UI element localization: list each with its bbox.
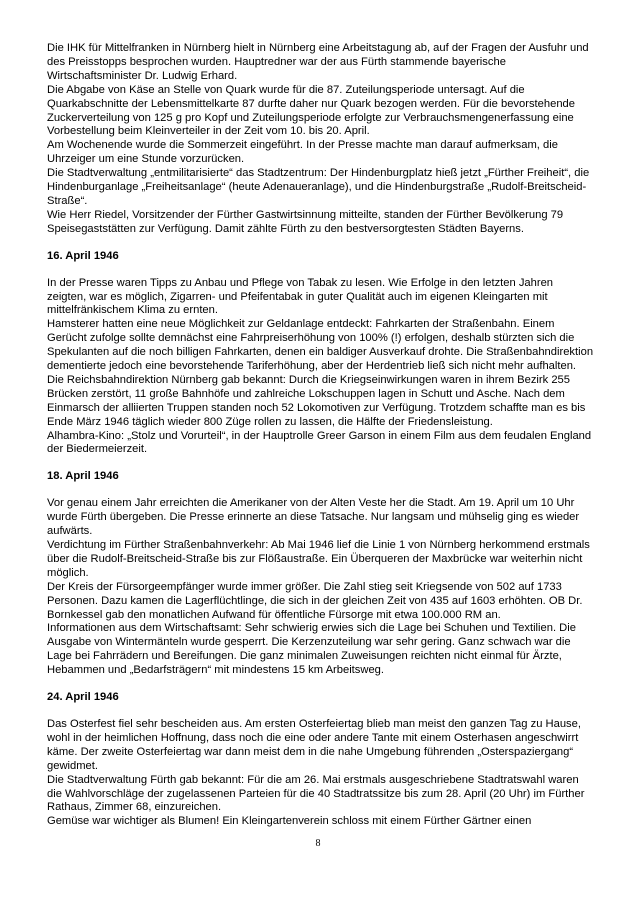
section-paragraph: Informationen aus dem Wirtschaftsamt: Sehr schwierig erwies sich die Lage bei Schuhen und Textilien. Die Ausgabe von Wintermänteln wurde gesperrt. Die Kerzenzuteilung war sehr gering. Ganz schwach war die Lage bei Fahrrädern und Bereifungen. Die ganz minimalen Zuweisungen reichten nicht einmal für Ärzte, Hebammen und „Bedarfsträgern“ mit mindestens 15 km Arbeitsweg.	[47, 622, 576, 677]
intro-paragraph-5: Wie Herr Riedel, Vorsitzender der Fürther Gastwirtsinnung mitteilte, standen der Fürther Bevölkerung 79 Speisegaststätten zur Verfügung. Damit zählte Fürth zu den bestversorgtesten Städten Bayerns.	[47, 208, 564, 235]
intro-paragraph-4: Die Stadtverwaltung „entmilitarisierte“ das Stadtzentrum: Der Hindenburgplatz hieß jetzt „Fürther Freiheit“, die Hindenburganlage „Freiheitsanlage“ (heute Adenaueranlage), und die Hindenburgstraße „Rudolf-Breitscheid-Straße“.	[47, 167, 590, 207]
section-paragraph: Die Stadtverwaltung Fürth gab bekannt: Für die am 26. Mai erstmals ausgeschriebene Stadtratswahl waren die Wahlvorschläge der zugelassenen Parteien für die 40 Stadtratssitze bis zum 28. April (20 Uhr) im Fürther Rathaus, Zimmer 68, einzureichen.	[47, 773, 585, 814]
section-paragraph: Die Reichsbahndirektion Nürnberg gab bekannt: Durch die Kriegseinwirkungen waren in ihrem Bezirk 255 Brücken zerstört, 11 große Bahnhöfe und zahlreiche Lokschuppen lagen in Schutt und Asche. Nach dem Einmarsch der alliierten Truppen standen noch 52 Lokomotiven zur Verfügung. Trotzdem schaffte man es bis Ende März 1946 täglich wieder 800 Züge rollen zu lassen, die Hälfte der Friedensleistung.	[47, 373, 586, 428]
intro-block	[47, 42, 595, 237]
intro-paragraph-3: Am Wochenende wurde die Sommerzeit eingeführt. In der Presse machte man darauf aufmerksam, die Uhrzeiger um eine Stunde vorzurücken.	[47, 139, 558, 166]
section-paragraph: Hamsterer hatten eine neue Möglichkeit zur Geldanlage entdeckt: Fahrkarten der Straßenbahn. Einem Gerücht zufolge sollte demnächst eine Fahrpreiserhöhung von 100% (!) erfolgen, deshalb stürzten sich die Spekulanten auf die noch billigen Fahrkarten, denen ein baldiger Ausverkauf drohte. Die Straßenbahndirektion dementierte jedoch eine bevorstehende Tariferhöhung, aber der Herdentrieb ließ sich nicht mehr aufhalten.	[47, 318, 594, 373]
page-number: 8	[315, 838, 321, 849]
section-heading: 24. April 1946	[47, 691, 119, 704]
section-paragraph: In der Presse waren Tipps zu Anbau und Pflege von Tabak zu lesen. Wie Erfolge in den letzten Jahren zeigten, war es möglich, Zigarren- und Pfeifentabak in guter Qualität auch im eigenen Kleingarten mit mittelfränkischem Klima zu ernten.	[47, 276, 554, 317]
section-paragraph: Verdichtung im Fürther Straßenbahnverkehr: Ab Mai 1946 lief die Linie 1 von Nürnberg herkommend erstmals über die Rudolf-Breitscheid-Straße bis zur Flößaustraße. Ein Überqueren der Maxbrücke war weiterhin nicht möglich.	[47, 539, 590, 579]
section-24-april	[47, 691, 595, 829]
section-paragraph: Der Kreis der Fürsorgeempfänger wurde immer größer. Die Zahl stieg seit Kriegsende von 502 auf 1733 Personen. Dazu kamen die Lagerflüchtlinge, die sich in der gleichen Zeit von 435 auf 1603 erhöhten. OB Dr. Bornkessel gab den monatlichen Aufwand für öffentliche Fürsorge mit etwa 100.000 RM an.	[47, 580, 583, 621]
section-paragraph: Das Osterfest fiel sehr bescheiden aus. Am ersten Osterfeiertag blieb man meist den ganzen Tag zu Hause, wohl in der heimlichen Hoffnung, dass noch die eine oder andere Tante mit einem Osterhasen angeschwirrt käme. Der zweite Osterfeiertag war dann meist dem in die nahe Umgebung führenden „Osterspaziergang“ gewidmet.	[47, 717, 581, 772]
intro-paragraph-2: Die Abgabe von Käse an Stelle von Quark wurde für die 87. Zuteilungsperiode untersagt. Auf die Quarkabschnitte der Lebensmittelkarte 87 durfte daher nur Quark bezogen werden. Für die bevorstehende Zuckerverteilung von 125 g pro Kopf und Zuteilungsperiode erfolgte zur Verbrauchsmengenerfassung eine Vorbestellung beim Kleinverteiler in der Zeit vom 10. bis 20. April.	[47, 83, 575, 138]
section-paragraph: Gemüse war wichtiger als Blumen! Ein Kleingartenverein schloss mit einem Fürther Gärtner einen	[47, 815, 532, 828]
document-body	[47, 42, 595, 829]
section-paragraph: Vor genau einem Jahr erreichten die Amerikaner von der Alten Veste her die Stadt. Am 19. April um 10 Uhr wurde Fürth übergeben. Die Presse erinnerte an diese Tatsache. Nur langsam und mühselig ging es wieder aufwärts.	[47, 497, 580, 538]
section-paragraph: Alhambra-Kino: „Stolz und Vorurteil“, in der Hauptrolle Greer Garson in einem Film aus dem feudalen England der Biedermeierzeit.	[47, 429, 592, 456]
section-heading: 16. April 1946	[47, 249, 119, 262]
section-18-april	[47, 470, 595, 678]
section-16-april	[47, 250, 595, 458]
intro-paragraph-1: Die IHK für Mittelfranken in Nürnberg hielt in Nürnberg eine Arbeitstagung ab, auf der Fragen der Ausfuhr und des Preisstopps besprochen wurden. Hauptredner war der aus Fürth stammende bayerische Wirtschaftsminister Dr. Ludwig Erhard.	[47, 42, 589, 82]
section-heading: 18. April 1946	[47, 470, 119, 483]
